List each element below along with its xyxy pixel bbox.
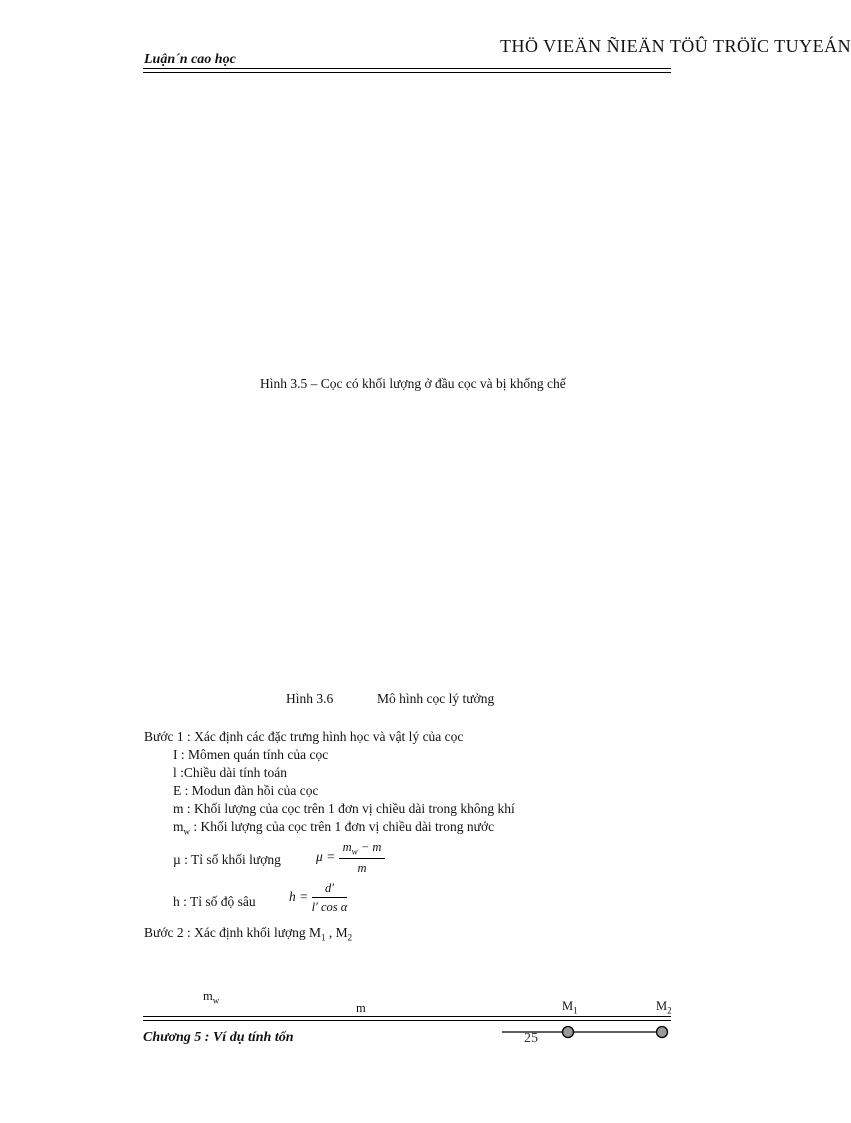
page-number: 25 xyxy=(524,1031,538,1046)
mass-M2-circle xyxy=(657,1027,668,1038)
mu-formula xyxy=(316,840,385,876)
figure-3-5-caption: Hình 3.5 – Cọc có khối lượng ở đầu cọc và bị khống chế xyxy=(260,376,566,391)
list-item-mw xyxy=(173,818,494,841)
site-banner: THÖ VIEÄN ÑIEÄN TÖÛ TRÖÏC TUYEÁN xyxy=(500,36,851,56)
mw-subscript: w xyxy=(183,826,191,837)
h-denominator: l′ cos α xyxy=(311,900,348,914)
list-item: E : Modun đàn hồi của cọc xyxy=(173,783,319,798)
mu-fraction xyxy=(339,840,386,876)
diagram-M1-label xyxy=(562,999,578,1016)
mu-lhs: μ = xyxy=(316,848,336,864)
diagram-mw-label xyxy=(203,989,219,1006)
h-fraction xyxy=(312,881,348,915)
step-2-text: Bước 2 : Xác định khối lượng M xyxy=(144,925,322,940)
diagram-M2-sym: M xyxy=(656,999,668,1013)
mass-M1-circle xyxy=(563,1027,574,1038)
h-lhs: h = xyxy=(289,889,309,905)
footer-chapter: Chương 5 : Ví dụ tính tốn xyxy=(143,1030,294,1045)
mu-numerator xyxy=(339,840,386,859)
mw-symbol: m xyxy=(173,819,184,834)
mu-label: µ : Tỉ số khối lượng xyxy=(173,852,281,867)
mu-denominator: m xyxy=(357,860,367,875)
diagram-m-label: m xyxy=(356,1001,366,1015)
figure-3-6-number: Hình 3.6 xyxy=(286,691,334,706)
step-2-mid: , M xyxy=(325,925,348,940)
diagram-M1-sub: 1 xyxy=(573,1005,578,1016)
header-rule xyxy=(143,68,671,73)
step-2-heading xyxy=(144,924,352,947)
list-item: I : Mômen quán tính của cọc xyxy=(173,747,329,762)
mw-description: : Khối lượng của cọc trên 1 đơn vị chiều dài trong nước xyxy=(190,819,495,834)
diagram-mw-sym: m xyxy=(203,989,213,1003)
diagram-M2-label xyxy=(656,999,672,1016)
figure-3-6-title: Mô hình cọc lý tưởng xyxy=(377,691,495,706)
diagram-M2-sub: 2 xyxy=(667,1005,672,1016)
h-label: h : Tỉ số độ sâu xyxy=(173,894,256,909)
mu-num-sub: w xyxy=(351,846,358,857)
header-thesis-title: Luận´n cao học xyxy=(144,52,236,67)
diagram-M1-sym: M xyxy=(562,999,574,1013)
h-formula xyxy=(289,881,347,915)
h-numerator: d′ xyxy=(312,881,348,898)
step-1-heading: Bước 1 : Xác định các đặc trưng hình học và vật lý của cọc xyxy=(144,729,464,744)
mu-num-rest: − m xyxy=(357,840,382,854)
mu-num-m: m xyxy=(342,840,352,854)
list-item: l :Chiều dài tính toán xyxy=(173,765,287,780)
step-2-sub1: 1 xyxy=(321,932,326,943)
list-item: m : Khối lượng của cọc trên 1 đơn vị chiều dài trong không khí xyxy=(173,801,515,816)
step-2-sub2: 2 xyxy=(347,932,353,943)
diagram-mw-sub: w xyxy=(212,995,220,1006)
pile-model-diagram xyxy=(500,1020,680,1044)
